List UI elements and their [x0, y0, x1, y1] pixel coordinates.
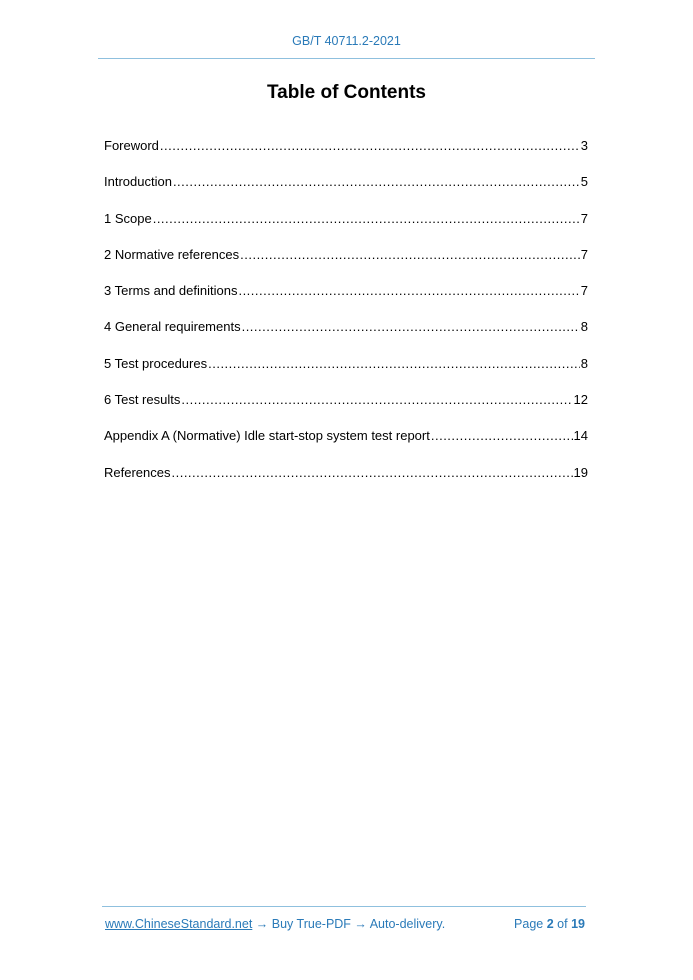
footer-promo — [105, 917, 445, 931]
toc-entry-page: 7 — [580, 283, 588, 299]
toc-entry-label: References — [104, 464, 171, 480]
toc-entry-test-procedures[interactable] — [104, 356, 588, 392]
toc-dot-leader — [171, 465, 572, 480]
toc-entry-references[interactable] — [104, 465, 588, 501]
toc-entry-label: 1 Scope — [104, 210, 152, 226]
toc-entry-foreword[interactable] — [104, 138, 588, 174]
toc-dot-leader — [153, 211, 580, 226]
of-word: of — [557, 917, 568, 931]
toc-entry-label: Foreword — [104, 138, 159, 153]
toc-dot-leader — [208, 356, 580, 371]
current-page-number: 2 — [546, 917, 554, 931]
toc-dot-leader — [242, 319, 580, 334]
toc-title: Table of Contents — [266, 82, 427, 103]
toc-dot-leader — [160, 138, 580, 153]
toc-entry-label: 2 Normative references — [104, 246, 240, 262]
toc-entry-page: 7 — [580, 246, 588, 262]
toc-entry-page: 12 — [573, 392, 588, 408]
toc-entry-normative-references[interactable] — [104, 247, 588, 283]
toc-entry-general-requirements[interactable] — [104, 319, 588, 355]
toc-entry-terms-and-definitions[interactable] — [104, 283, 588, 319]
toc-dot-leader — [181, 392, 572, 407]
toc-entry-page: 8 — [580, 355, 588, 371]
toc-entry-introduction[interactable] — [104, 174, 588, 210]
document-code-header: GB/T 40711.2-2021 — [292, 34, 401, 48]
footer-divider — [102, 906, 586, 907]
toc-dot-leader — [238, 283, 579, 298]
toc-dot-leader — [240, 247, 580, 262]
toc-dot-leader — [431, 428, 573, 443]
toc-entry-test-results[interactable] — [104, 392, 588, 428]
toc-entry-page: 7 — [580, 210, 588, 226]
toc-entry-label: Appendix A (Normative) Idle start-stop system test report — [104, 428, 430, 444]
toc-entry-page: 19 — [573, 464, 588, 480]
total-page-count: 19 — [571, 917, 585, 931]
toc-entry-page: 5 — [580, 174, 588, 190]
page-number — [514, 917, 585, 931]
toc-dot-leader — [173, 174, 580, 189]
toc-entry-page: 14 — [573, 428, 588, 444]
toc-entry-page: 3 — [580, 138, 588, 153]
page-word: Page — [514, 917, 544, 931]
toc-entry-appendix-a[interactable] — [104, 428, 588, 464]
promo-text: → Buy True-PDF → Auto-delivery. — [252, 917, 446, 931]
site-link[interactable]: www.ChineseStandard.net — [105, 917, 253, 931]
toc-entry-label: Introduction — [104, 174, 172, 190]
toc-entry-page: 8 — [580, 319, 588, 335]
header-divider — [98, 58, 595, 59]
toc-entry-scope[interactable] — [104, 211, 588, 247]
toc-entry-label: 5 Test procedures — [104, 355, 208, 371]
toc-list — [104, 138, 588, 501]
toc-entry-label: 4 General requirements — [104, 319, 241, 335]
toc-entry-label: 6 Test results — [104, 392, 181, 408]
toc-entry-label: 3 Terms and definitions — [104, 283, 238, 299]
